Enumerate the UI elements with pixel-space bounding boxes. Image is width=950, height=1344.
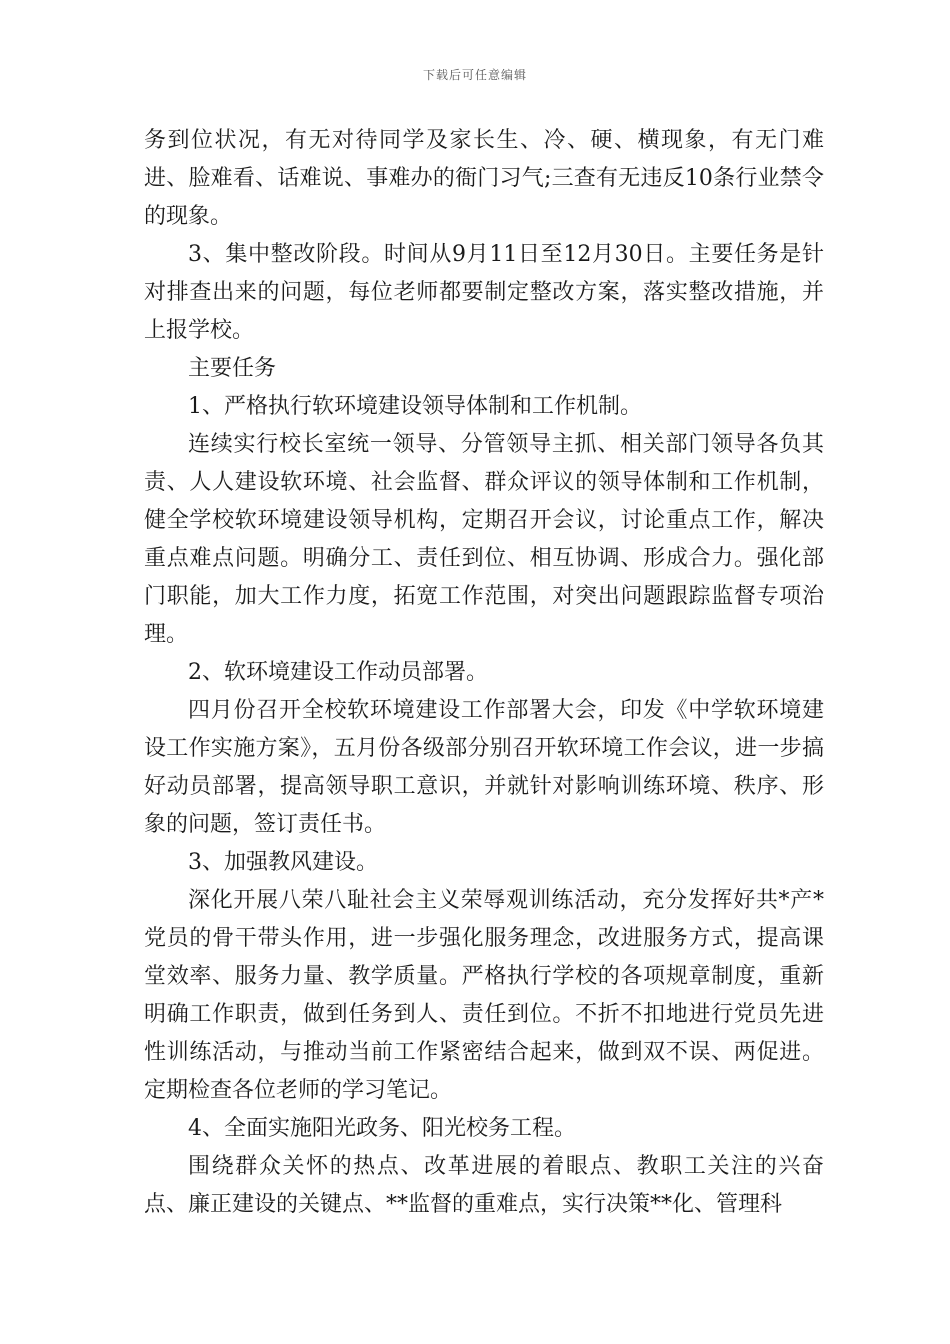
item-heading-4: 4、全面实施阳光政务、阳光校务工程。	[188, 1116, 576, 1141]
page-header: 下载后可任意编辑	[422, 68, 527, 82]
paragraph-3: 连续实行校长室统一领导、分管领导主抓、相关部门领导各负其责、人人建设软环境、社会监督、群众评议的领导体制和工作机制，健全学校软环境建设领导机构，定期召开会议，讨论重点工作，解决重点难点问题。明确分工、责任到位、相互协调、形成合力。强化部门职能，加大工作力度，拓宽工作范围，对突出问题跟踪监督专项治理。	[144, 432, 824, 647]
paragraph-6: 围绕群众关怀的热点、改革进展的着眼点、教职工关注的兴奋点、廉正建设的关键点、**监督的重难点，实行决策**化、管理科	[144, 1154, 824, 1217]
item-heading-2: 2、软环境建设工作动员部署。	[188, 660, 488, 685]
paragraph-5: 深化开展八荣八耻社会主义荣辱观训练活动，充分发挥好共*产*党员的骨干带头作用，进一步强化服务理念，改进服务方式，提高课堂效率、服务力量、教学质量。严格执行学校的各项规章制度，重新明确工作职责，做到任务到人、责任到位。不折不扣地进行党员先进性训练活动，与推动当前工作紧密结合起来，做到双不误、两促进。定期检查各位老师的学习笔记。	[144, 888, 824, 1103]
item-heading-3: 3、加强教风建设。	[188, 850, 378, 875]
section-heading: 主要任务	[188, 356, 277, 381]
item-heading-1: 1、严格执行软环境建设领导体制和工作机制。	[188, 394, 642, 419]
paragraph-4: 四月份召开全校软环境建设工作部署大会，印发《中学软环境建设工作实施方案》，五月份各级部分别召开软环境工作会议，进一步搞好动员部署，提高领导职工意识，并就针对影响训练环境、秩序、形象的问题，签订责任书。	[144, 698, 824, 837]
paragraph-2: 3、集中整改阶段。时间从9月11日至12月30日。主要任务是针对排查出来的问题，每位老师都要制定整改方案，落实整改措施，并上报学校。	[144, 242, 824, 343]
paragraph-1: 务到位状况，有无对待同学及家长生、冷、硬、横现象，有无门难进、脸难看、话难说、事难办的衙门习气;三查有无违反10条行业禁令的现象。	[144, 128, 824, 229]
document-body	[144, 122, 824, 1224]
